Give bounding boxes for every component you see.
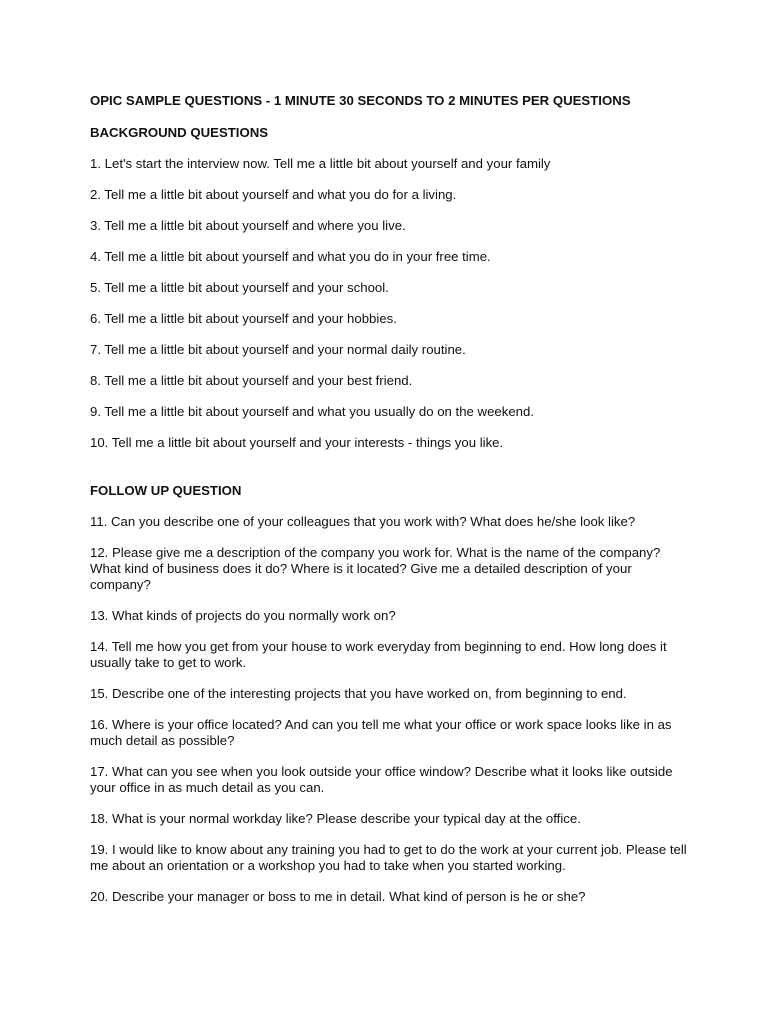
question-item: 14. Tell me how you get from your house to work everyday from beginning to end. How long does it usually take to get to work. xyxy=(90,639,667,670)
question-item: 12. Please give me a description of the company you work for. What is the name of the company? What kind of business does it do? Where is it located? Give me a detailed description of your company? xyxy=(90,545,661,592)
question-item: 13. What kinds of projects do you normally work on? xyxy=(90,608,396,623)
question-item: 17. What can you see when you look outside your office window? Describe what it looks like outside your office in as much detail as you can. xyxy=(90,764,673,795)
question-item: 6. Tell me a little bit about yourself and your hobbies. xyxy=(90,311,397,326)
section-background xyxy=(90,124,690,451)
question-item: 16. Where is your office located? And can you tell me what your office or work space looks like in as much detail as possible? xyxy=(90,717,672,748)
question-item: 5. Tell me a little bit about yourself and your school. xyxy=(90,280,389,295)
section-heading-follow-up: FOLLOW UP QUESTION xyxy=(90,483,242,498)
question-item: 10. Tell me a little bit about yourself and your interests - things you like. xyxy=(90,435,504,450)
question-item: 20. Describe your manager or boss to me in detail. What kind of person is he or she? xyxy=(90,889,586,904)
question-item: 4. Tell me a little bit about yourself and what you do in your free time. xyxy=(90,249,491,264)
question-item: 11. Can you describe one of your colleagues that you work with? What does he/she look like? xyxy=(90,514,636,529)
document-title: OPIC SAMPLE QUESTIONS - 1 MINUTE 30 SECONDS TO 2 MINUTES PER QUESTIONS xyxy=(90,93,631,108)
section-follow-up xyxy=(90,482,690,905)
question-item: 9. Tell me a little bit about yourself and what you usually do on the weekend. xyxy=(90,404,535,419)
section-spacer xyxy=(90,466,690,482)
question-item: 7. Tell me a little bit about yourself and your normal daily routine. xyxy=(90,342,466,357)
question-item: 8. Tell me a little bit about yourself and your best friend. xyxy=(90,373,413,388)
question-item: 1. Let's start the interview now. Tell me a little bit about yourself and your family xyxy=(90,156,551,171)
question-item: 15. Describe one of the interesting projects that you have worked on, from beginning to end. xyxy=(90,686,627,701)
document-page xyxy=(90,92,690,920)
question-list-follow-up xyxy=(90,514,690,905)
question-item: 19. I would like to know about any training you had to get to do the work at your current job. Please tell me about an orientation or a workshop you had to take when you started working. xyxy=(90,842,687,873)
section-heading-background: BACKGROUND QUESTIONS xyxy=(90,125,269,140)
question-item: 18. What is your normal workday like? Please describe your typical day at the office. xyxy=(90,811,581,826)
question-item: 3. Tell me a little bit about yourself and where you live. xyxy=(90,218,406,233)
question-list-background xyxy=(90,156,690,451)
question-item: 2. Tell me a little bit about yourself and what you do for a living. xyxy=(90,187,457,202)
